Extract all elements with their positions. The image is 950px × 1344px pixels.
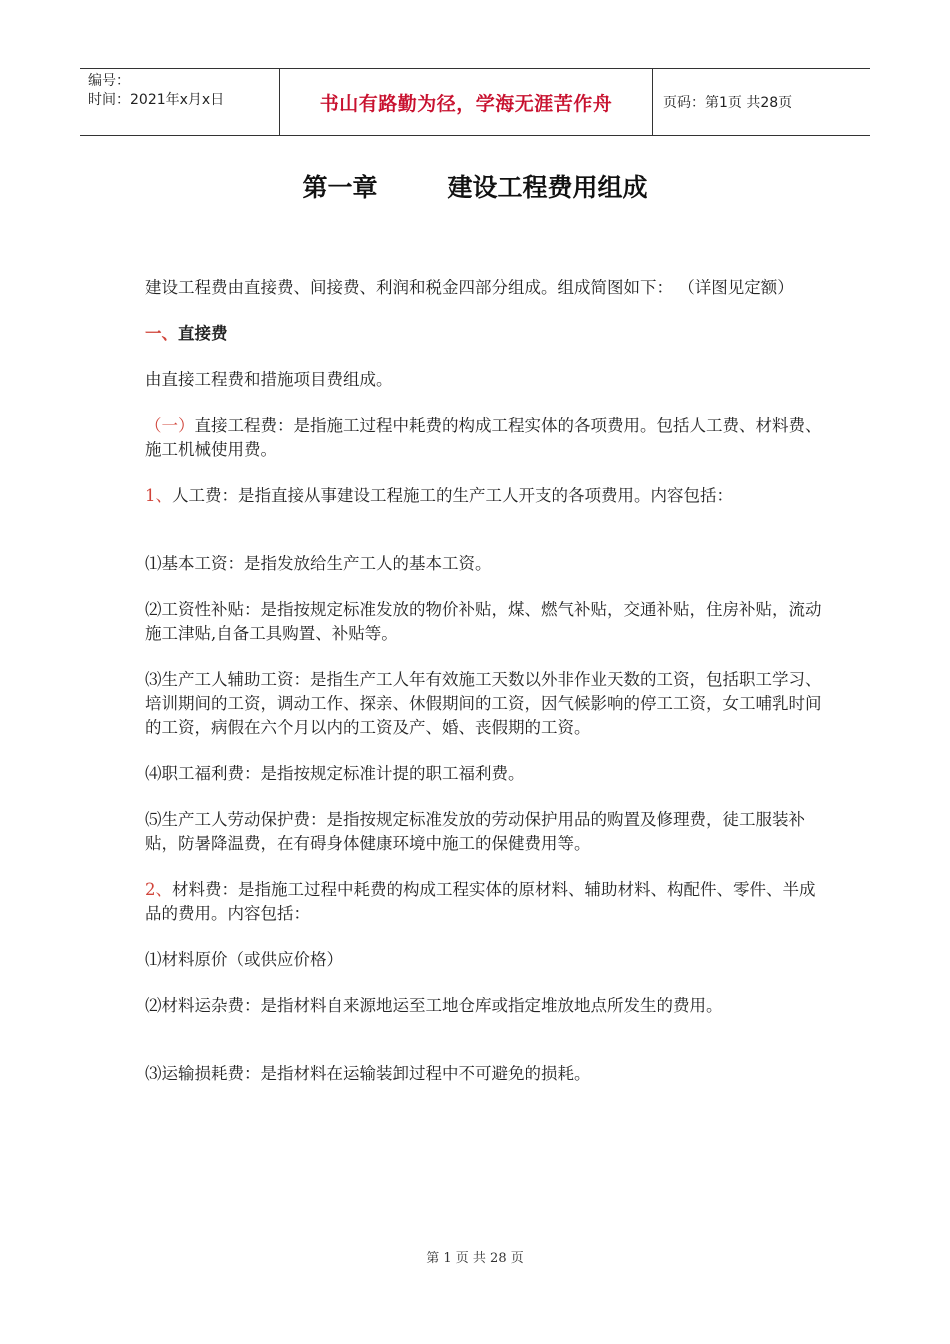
list-item: ⑵工资性补贴：是指按规定标准发放的物价补贴，煤、燃气补贴，交通补贴，住房补贴，流动施工津贴,自备工具购置、补贴等。	[145, 600, 822, 643]
subsection-paragraph	[145, 414, 825, 462]
header-motto-cell	[280, 69, 653, 135]
chapter-name: 建设工程费用组成	[447, 173, 648, 202]
item-paragraph	[145, 878, 825, 926]
list-item: ⑶运输损耗费：是指材料在运输装卸过程中不可避免的损耗。	[145, 1064, 591, 1083]
page-title	[0, 168, 950, 204]
document-body	[145, 276, 825, 1108]
header-page-label: 页码：第1页 共28页	[663, 95, 793, 111]
list-item: ⑴材料原价（或供应价格）	[145, 950, 343, 969]
header-meta	[80, 69, 280, 135]
subsection-text: 直接工程费：是指施工过程中耗费的构成工程实体的各项费用。包括人工费、材料费、施工机械使用费。	[145, 416, 822, 459]
item-text: 材料费：是指施工过程中耗费的构成工程实体的原材料、辅助材料、构配件、零件、半成品的费用。内容包括：	[145, 880, 816, 923]
item-paragraph	[145, 484, 825, 508]
item-text: 人工费：是指直接从事建设工程施工的生产工人开支的各项费用。内容包括：	[172, 486, 733, 505]
item-number: 1、	[145, 486, 172, 505]
header-motto: 书山有路勤为径，学海无涯苦作舟	[319, 92, 613, 115]
intro-paragraph: 建设工程费由直接费、间接费、利润和税金四部分组成。组成简图如下： （详图见定额）	[145, 278, 794, 297]
list-item: ⑸生产工人劳动保护费：是指按规定标准发放的劳动保护用品的购置及修理费，徒工服装补贴，防暑降温费，在有碍身体健康环境中施工的保健费用等。	[145, 810, 805, 853]
number-label: 编号：	[88, 73, 130, 89]
page-footer: 第 1 页 共 28 页	[426, 1251, 524, 1266]
list-item: ⑷职工福利费：是指按规定标准计提的职工福利费。	[145, 764, 525, 783]
section-title: 直接费	[178, 324, 228, 343]
list-item: ⑴基本工资：是指发放给生产工人的基本工资。	[145, 554, 492, 573]
header-page-cell	[653, 69, 870, 135]
subsection-number: （一）	[145, 416, 195, 435]
section-heading	[145, 322, 825, 346]
list-item: ⑵材料运杂费：是指材料自来源地运至工地仓库或指定堆放地点所发生的费用。	[145, 996, 723, 1015]
date-label: 时间：2021年x月x日	[88, 92, 225, 108]
section-description: 由直接工程费和措施项目费组成。	[145, 370, 393, 389]
item-number: 2、	[145, 880, 172, 899]
list-item: ⑶生产工人辅助工资：是指生产工人年有效施工天数以外非作业天数的工资，包括职工学习、培训期间的工资，调动工作、探亲、休假期间的工资，因气候影响的停工工资，女工哺乳时间的工资，病假在六个月以内的工资及产、婚、丧假期的工资。	[145, 670, 822, 737]
section-number: 一、	[145, 324, 178, 343]
chapter-number: 第一章	[302, 173, 378, 202]
page-header	[80, 68, 870, 136]
